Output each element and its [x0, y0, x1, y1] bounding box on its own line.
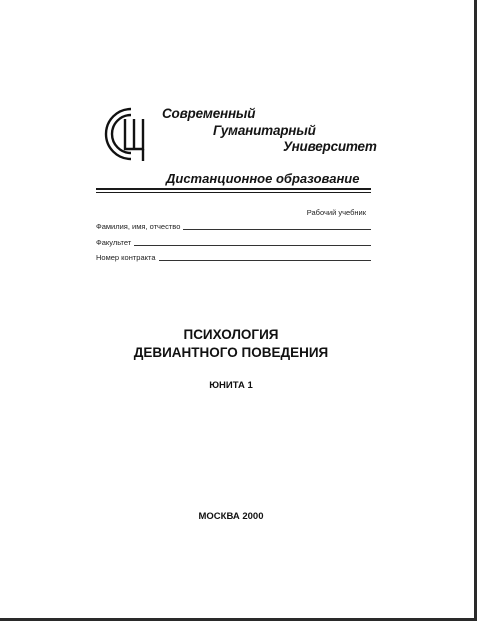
document-title-line-2: ДЕВИАНТНОГО ПОВЕДЕНИЯ — [133, 345, 329, 360]
field-label: Номер контракта — [96, 253, 156, 262]
sgu-logo-icon — [101, 103, 159, 167]
fill-line[interactable] — [134, 245, 371, 246]
field-full-name[interactable] — [96, 221, 371, 231]
header-rule-thick — [96, 188, 371, 190]
university-name-line-1: Современный — [162, 106, 256, 121]
field-label: Фамилия, имя, отчество — [96, 222, 181, 231]
unit-label: ЮНИТА 1 — [209, 380, 253, 391]
city-year: МОСКВА 2000 — [198, 511, 264, 522]
header-rule-thin — [96, 192, 371, 193]
field-label: Факультет — [96, 238, 132, 247]
workbook-label: Рабочий учебник — [306, 208, 366, 217]
program-title: Дистанционное образование — [166, 171, 360, 186]
field-contract-number[interactable] — [96, 252, 371, 262]
university-name-line-2: Гуманитарный — [213, 123, 316, 138]
document-title-line-1: ПСИХОЛОГИЯ — [183, 327, 279, 342]
fill-line[interactable] — [159, 260, 371, 261]
university-name-line-3: Университет — [283, 139, 377, 154]
fill-line[interactable] — [183, 229, 371, 230]
field-faculty[interactable] — [96, 237, 371, 247]
